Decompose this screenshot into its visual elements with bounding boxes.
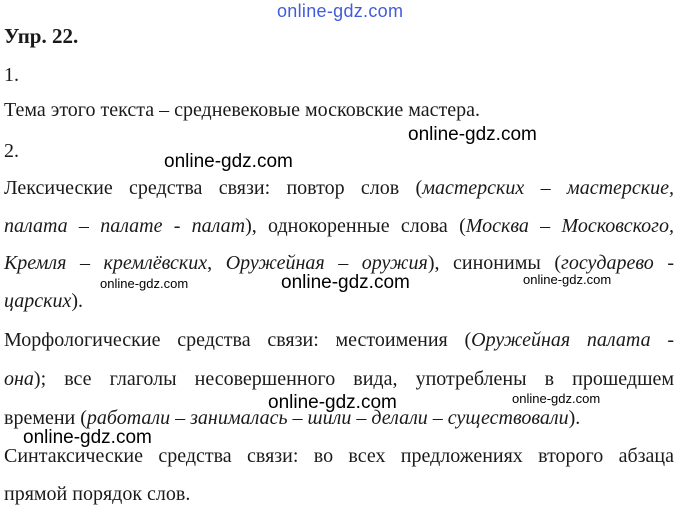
morph-line-2 [4, 367, 674, 391]
lexical-line-2 [4, 214, 674, 238]
watermark: online-gdz.com [281, 272, 410, 293]
italic-run: работали – занималась – шили – делали – существовали [86, 407, 569, 429]
text-run: ). [71, 290, 84, 312]
watermark: online-gdz.com [164, 151, 293, 172]
morph-line-1 [4, 328, 674, 352]
text-run: ), синонимы ( [427, 252, 562, 274]
syntax-line-2: прямой порядок слов. [4, 483, 191, 505]
syntax-line-1: Синтаксические средства связи: во всех предложениях второго абзаца [4, 445, 674, 467]
italic-run: Кремля – кремлёвских [4, 252, 208, 274]
italic-run: мастерских – мастерские, [422, 177, 674, 199]
item-number-1: 1. [4, 64, 19, 86]
text-run: ); все глаголы несовершенного вида, употреблены в прошедшем [33, 368, 674, 390]
italic-run: царских [4, 290, 72, 312]
text-run: , [207, 252, 226, 274]
watermark: online-gdz.com [408, 124, 537, 145]
theme-line: Тема этого текста – средневековые московские мастера. [4, 99, 480, 121]
italic-run: она [4, 368, 34, 390]
italic-run: палата – палате - палат [4, 215, 246, 237]
watermark: online-gdz.com [100, 276, 189, 291]
watermark: online-gdz.com [512, 391, 601, 406]
text-run: Морфологические средства связи: местоимения ( [4, 329, 472, 351]
lexical-line-4 [4, 289, 83, 313]
text-run: ), однокоренные слова ( [245, 215, 466, 237]
text-run: времени ( [4, 407, 87, 429]
exercise-title: Упр. 22. [4, 24, 79, 48]
watermark-top: online-gdz.com [277, 1, 404, 21]
italic-run: Оружейная – оружия [225, 252, 428, 274]
watermark: online-gdz.com [523, 272, 612, 287]
italic-run: государево - [561, 252, 674, 274]
lexical-line-1 [4, 176, 674, 200]
italic-run: Оружейная палата - [471, 329, 674, 351]
italic-run: Москва – Московского, [465, 215, 674, 237]
item-number-2: 2. [4, 140, 19, 162]
text-run: Лексические средства связи: повтор слов ( [4, 177, 423, 199]
watermark: online-gdz.com [268, 392, 397, 413]
watermark: online-gdz.com [23, 427, 152, 448]
text-run: ). [568, 407, 581, 429]
